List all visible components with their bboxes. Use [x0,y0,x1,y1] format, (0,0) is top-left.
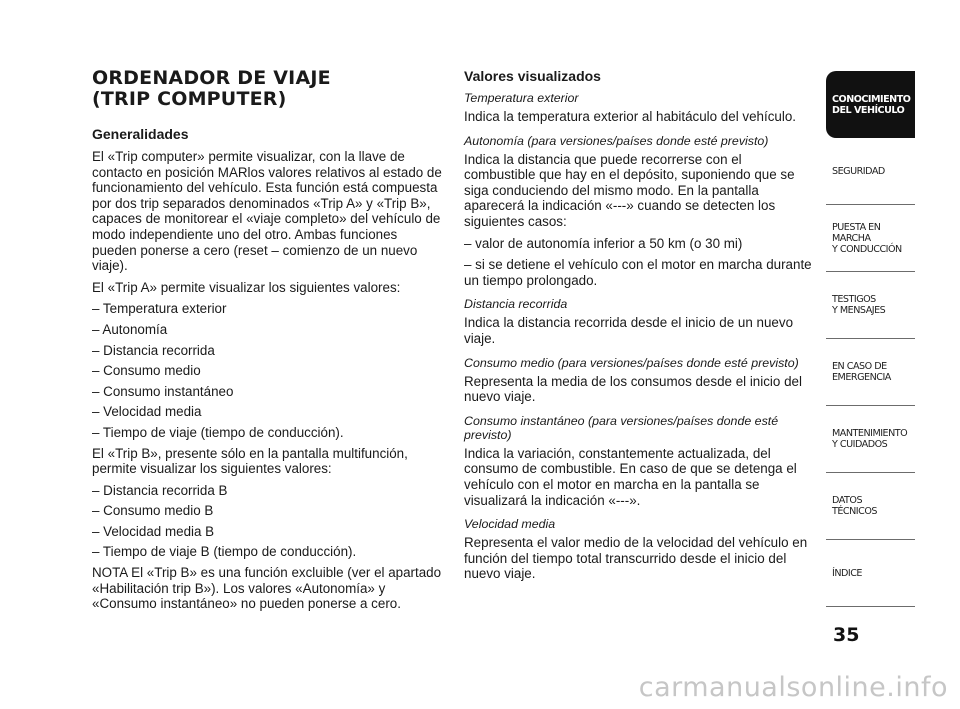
tab-label: SEGURIDAD [832,165,885,177]
tab-mantenimiento-y-cuidados[interactable] [826,406,915,473]
distancia-text: Indica la distancia recorrida desde el inicio de un nuevo viaje. [464,315,794,346]
consumo-medio-title: Consumo medio (para versiones/países donde esté previsto) [464,355,799,370]
temperatura-title: Temperatura exterior [464,91,579,105]
section-consumo-instantaneo [464,414,814,508]
trip-b-intro: El «Trip B», presente sólo en la pantalla multifunción, permite visualizar los siguientes valores: [92,445,408,477]
list-item: – Tiempo de viaje B (tiempo de conducción). [92,544,357,560]
title-line-2: (TRIP COMPUTER) [92,88,287,110]
autonomia-case-1: – valor de autonomía inferior a 50 km (o 30 mi) [464,235,743,251]
autonomia-case-2: – si se detiene el vehículo con el motor en marcha durante un tiempo prolongado. [464,257,812,288]
list-item: – Consumo medio B [92,503,214,519]
tab-label: MANTENIMIENTO Y CUIDADOS [832,428,908,450]
section-consumo-medio [464,356,814,405]
trip-a-list [92,301,442,440]
tab-label: ÍNDICE [832,567,862,579]
section-distancia [464,297,814,346]
note-paragraph: NOTA El «Trip B» es una función excluible (ver el apartado «Habilitación trip B»). Los valores «Autonomía» y «Consumo instantáneo» no pueden ponerse a cero. [92,565,442,612]
left-column [92,68,442,618]
distancia-title: Distancia recorrida [464,297,568,312]
values-heading: Valores visualizados [464,68,601,84]
velocidad-media-title: Velocidad media [464,517,556,532]
section-autonomia [464,134,814,289]
list-item: – Autonomía [92,321,168,337]
tab-conocimiento-del-vehiculo[interactable] [826,71,915,138]
chapter-tabs [826,71,915,607]
autonomia-title: Autonomía (para versiones/países donde esté previsto) [464,133,769,148]
list-item: – Distancia recorrida B [92,482,228,498]
tab-label: TESTIGOS Y MENSAJES [832,294,886,316]
watermark: carmanualsonline.info [638,672,948,703]
subtitle-generalidades: Generalidades [92,126,189,142]
list-item: – Velocidad media [92,404,202,420]
section-temperatura [464,91,814,125]
consumo-instantaneo-title: Consumo instantáneo (para versiones/países donde esté previsto) [464,413,779,442]
section-title [92,68,442,110]
intro-paragraph: El «Trip computer» permite visualizar, con la llave de contacto en posición MARlos valores relativos al estado de funcionamiento del vehículo. Esta función está compuesta por dos trip separados denominados «Trip A» y «Trip B», capaces de monitorear el «viaje completo» del vehículo de modo independiente uno del otro. Ambas funciones pueden ponerse a cero (reset – comienzo de un nuevo viaje). [92,149,442,274]
trip-a-intro: El «Trip A» permite visualizar los siguientes valores: [92,279,401,295]
consumo-instantaneo-text: Indica la variación, constantemente actualizada, del consumo de combustible. En caso de que se detenga el vehículo con el motor en marcha en la pantalla se visualizará la indicación «---». [464,445,797,508]
list-item: – Consumo medio [92,363,201,379]
velocidad-media-text: Representa el valor medio de la velocidad del vehículo en función del tiempo total transcurrido desde el inicio del nuevo viaje. [464,535,808,582]
tab-label: PUESTA EN MARCHA Y CONDUCCIÓN [832,221,902,255]
title-line-1: ORDENADOR DE VIAJE [92,67,331,89]
page-number: 35 [833,624,860,646]
tab-label: DATOS TÉCNICOS [832,495,877,517]
list-item: – Temperatura exterior [92,301,227,317]
tab-label: CONOCIMIENTO DEL VEHÍCULO [832,93,911,116]
list-item: – Consumo instantáneo [92,383,234,399]
tab-label: EN CASO DE EMERGENCIA [832,361,891,383]
trip-b-list [92,483,442,560]
temperatura-text: Indica la temperatura exterior al habitáculo del vehículo. [464,109,796,124]
list-item: – Tiempo de viaje (tiempo de conducción). [92,424,344,440]
consumo-medio-text: Representa la media de los consumos desde el inicio del nuevo viaje. [464,373,802,405]
autonomia-text: Indica la distancia que puede recorrerse con el combustible que hay en el depósito, suponiendo que se siga conduciendo del mismo modo. En la pantalla aparecerá la indicación «---» cuando se detecten los siguientes casos: [464,151,795,229]
section-velocidad-media [464,517,814,582]
list-item: – Distancia recorrida [92,342,215,358]
tab-indice[interactable] [826,540,915,607]
tab-testigos-y-mensajes[interactable] [826,272,915,339]
right-column [464,68,814,591]
tab-puesta-en-marcha[interactable] [826,205,915,272]
tab-datos-tecnicos[interactable] [826,473,915,540]
list-item: – Velocidad media B [92,523,215,539]
tab-en-caso-de-emergencia[interactable] [826,339,915,406]
tab-seguridad[interactable] [826,138,915,205]
